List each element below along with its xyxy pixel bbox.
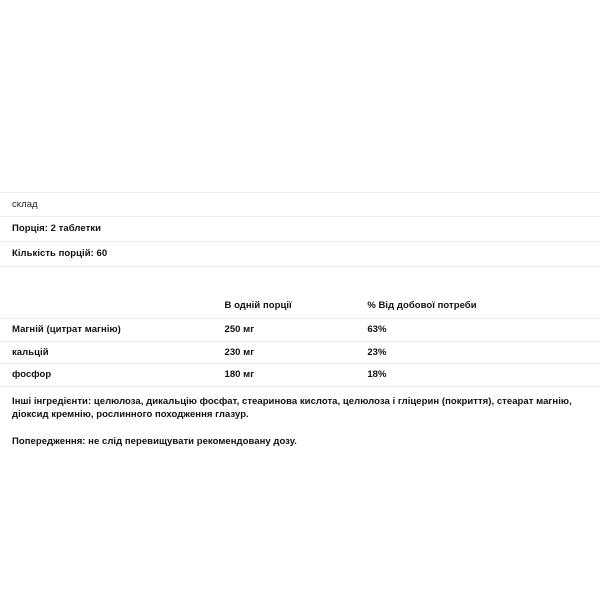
- nutrient-name: Магній (цитрат магнію): [12, 324, 121, 336]
- table-row-serving-size: [0, 217, 600, 242]
- nutrient-daily-value: 23%: [367, 346, 387, 358]
- servings-spacer-amount: [224, 242, 367, 267]
- serving-size-spacer-dv: [367, 217, 600, 242]
- warning-text: Попередження: не слід перевищувати рекомендовану дозу.: [12, 435, 297, 447]
- table-row: [0, 341, 600, 364]
- supplement-facts-panel: [0, 192, 600, 448]
- column-header-amount-per-serving: В одній порції: [224, 299, 292, 311]
- nutrient-amount: 180 мг: [224, 369, 255, 381]
- supplement-facts-table: [0, 192, 600, 387]
- column-header-percent-daily-value: % Від добової потреби: [367, 299, 477, 311]
- panel-title-spacer-dv: [367, 193, 600, 217]
- column-header-nutrient: [0, 267, 224, 319]
- nutrient-daily-value: 63%: [367, 324, 387, 336]
- panel-title: склад: [12, 198, 38, 210]
- servings-spacer-dv: [367, 242, 600, 267]
- table-row: [0, 319, 600, 342]
- servings-per-container-label: Кількість порцій: 60: [12, 248, 108, 260]
- table-row-panel-title: [0, 193, 600, 217]
- table-header-row: [0, 267, 600, 319]
- nutrient-name: кальцій: [12, 346, 49, 358]
- notes-section: [0, 387, 600, 449]
- nutrient-daily-value: 18%: [367, 369, 387, 381]
- serving-size-label: Порція: 2 таблетки: [12, 223, 101, 235]
- nutrient-amount: 230 мг: [224, 346, 255, 358]
- table-row-servings-per-container: [0, 242, 600, 267]
- panel-title-spacer-amount: [224, 193, 367, 217]
- table-row: [0, 364, 600, 387]
- serving-size-spacer-amount: [224, 217, 367, 242]
- other-ingredients-text: Інші інгредієнти: целюлоза, дикальцію фосфат, стеаринова кислота, целюлоза і гліцерин (покриття), стеарат магнію, діоксид кремнію, рослинного походження глазур.: [12, 395, 572, 420]
- nutrient-amount: 250 мг: [224, 324, 255, 336]
- nutrient-name: фосфор: [12, 369, 52, 381]
